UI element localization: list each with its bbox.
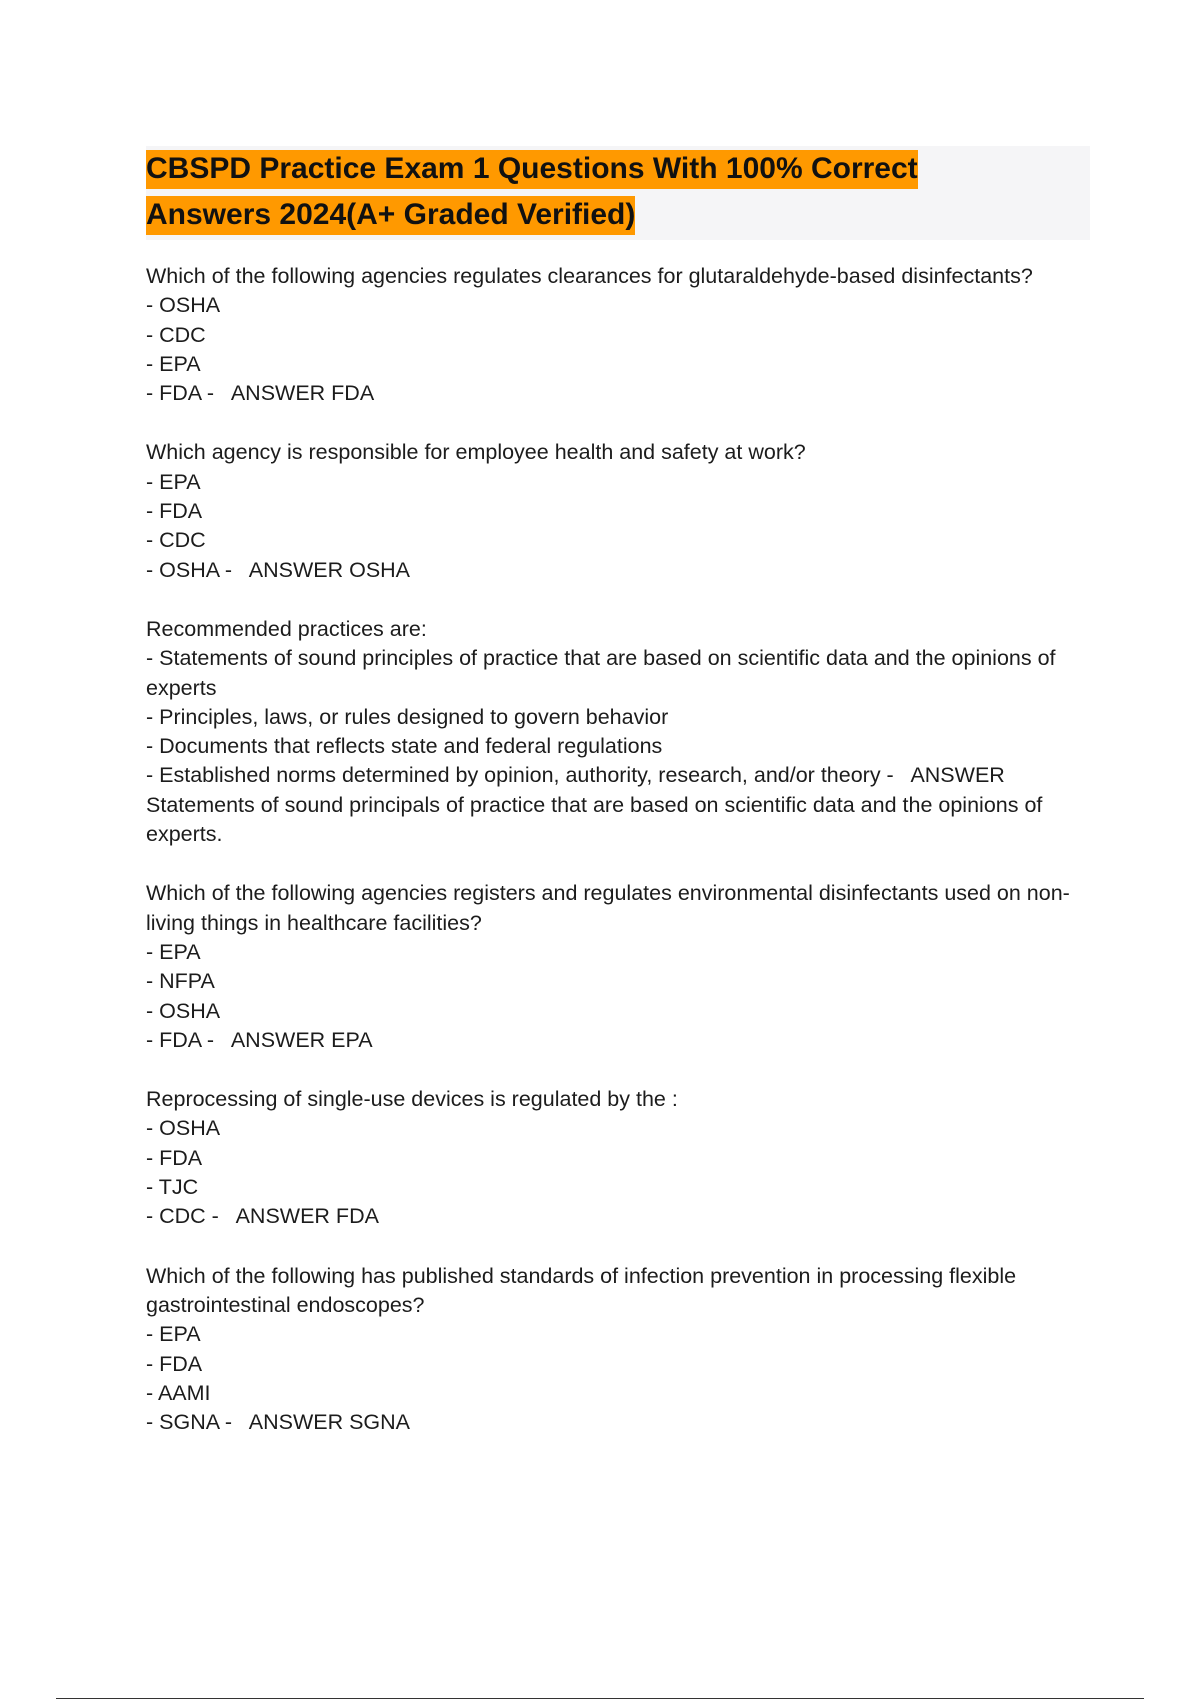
correct-answer: ANSWER FDA — [230, 381, 375, 406]
answer-option: - EPA — [146, 469, 201, 494]
question-text: Which of the following has published standards of infection prevention in processing flexible gastrointestinal endoscopes? — [146, 1263, 1017, 1317]
question-text: Recommended practices are: — [146, 616, 427, 641]
answer-option-with-answer — [146, 1026, 1090, 1055]
correct-answer: ANSWER Statements of sound principals of practice that are based on scientific data and the opinions of experts. — [146, 763, 1043, 847]
answer-option-with-answer — [146, 761, 1090, 849]
question-text: Which of the following agencies regulates clearances for glutaraldehyde-based disinfectants? — [146, 264, 1033, 288]
answer-option: - OSHA — [146, 1116, 221, 1141]
title-line-1: CBSPD Practice Exam 1 Questions With 100% Correct — [146, 150, 918, 189]
answer-option: - FDA — [146, 499, 203, 524]
answer-option: - CDC - — [146, 1204, 219, 1229]
answer-option: - EPA — [146, 939, 201, 964]
answer-option: - OSHA - — [146, 557, 233, 582]
page-title — [146, 146, 1090, 238]
answer-option-with-answer — [146, 379, 1090, 408]
answer-option: - NFPA — [146, 969, 215, 994]
answer-option: - SGNA - — [146, 1410, 233, 1435]
question-block — [146, 1262, 1090, 1438]
answer-option: - OSHA — [146, 998, 221, 1023]
title-block — [146, 146, 1090, 240]
answer-option: - FDA — [146, 1145, 203, 1170]
answer-option: - OSHA — [146, 293, 221, 318]
question-block — [146, 1085, 1090, 1231]
answer-option: - TJC — [146, 1175, 199, 1200]
answer-option: - EPA — [146, 1322, 201, 1347]
question-block — [146, 438, 1090, 584]
question-block — [146, 879, 1090, 1055]
answer-option: - FDA — [146, 1351, 203, 1376]
question-block — [146, 262, 1090, 408]
answer-option: - Principles, laws, or rules designed to govern behavior — [146, 704, 669, 729]
answer-option-with-answer — [146, 1202, 1090, 1231]
title-line-2: Answers 2024(A+ Graded Verified) — [146, 196, 635, 235]
answer-option-with-answer — [146, 1408, 1090, 1437]
answer-option: - Documents that reflects state and federal regulations — [146, 734, 663, 759]
answer-option: - FDA - — [146, 1027, 215, 1052]
question-text: Which agency is responsible for employee health and safety at work? — [146, 440, 806, 465]
correct-answer: ANSWER FDA — [235, 1204, 379, 1229]
answer-option: - AAMI — [146, 1380, 211, 1405]
footer-divider — [56, 1698, 1144, 1699]
correct-answer: ANSWER EPA — [230, 1027, 373, 1052]
answer-option: - FDA - — [146, 381, 215, 406]
question-block — [146, 615, 1090, 849]
question-text: Reprocessing of single-use devices is regulated by the : — [146, 1087, 678, 1112]
answer-option: - EPA — [146, 351, 201, 376]
questions-list — [146, 262, 1090, 1467]
answer-option: - Established norms determined by opinion, authority, research, and/or theory - — [146, 763, 894, 788]
answer-option: - CDC — [146, 322, 206, 347]
correct-answer: ANSWER SGNA — [248, 1410, 411, 1435]
answer-option-with-answer — [146, 556, 1090, 585]
question-text: Which of the following agencies registers and regulates environmental disinfectants used on non-living things in healthcare facilities? — [146, 881, 1070, 935]
answer-option: - CDC — [146, 528, 206, 553]
answer-option: - Statements of sound principles of practice that are based on scientific data and the opinions of experts — [146, 646, 1056, 700]
correct-answer: ANSWER OSHA — [248, 557, 411, 582]
